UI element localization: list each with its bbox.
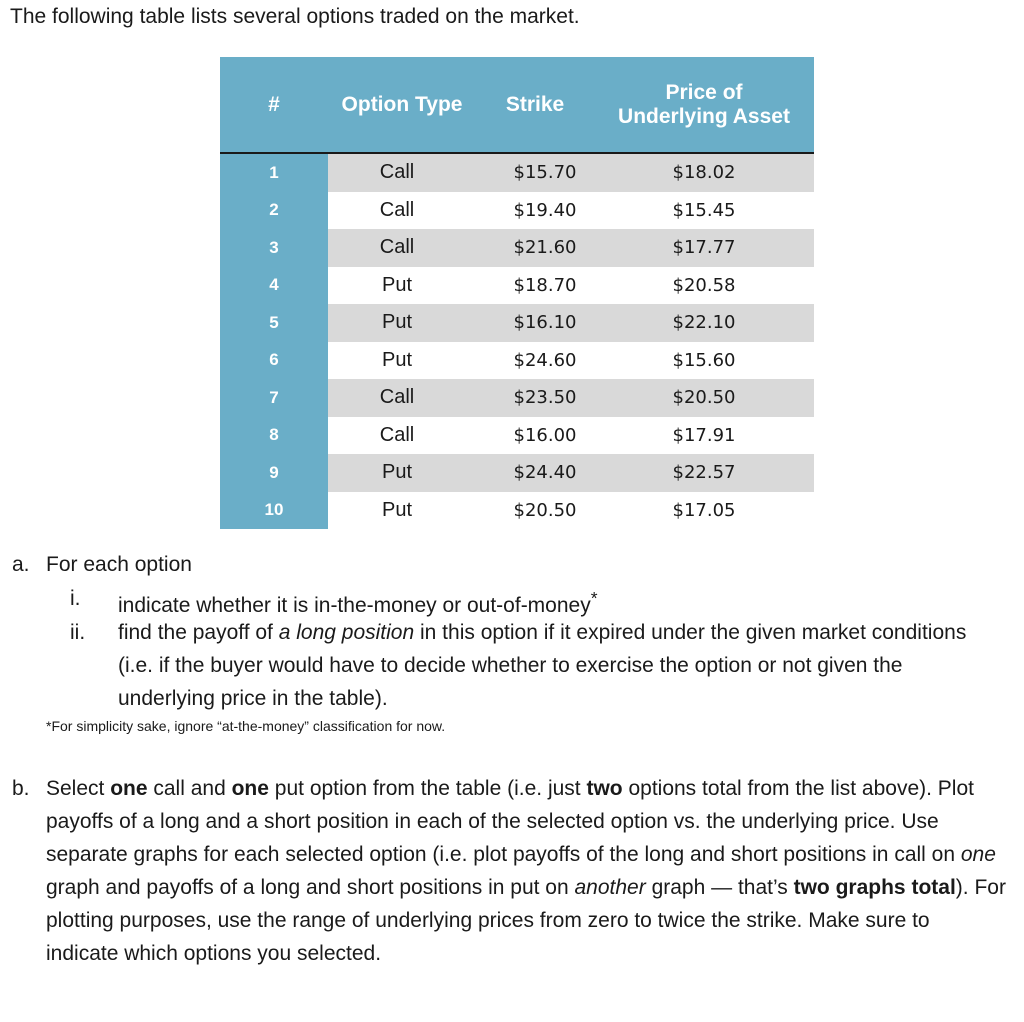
sub-item-ii-text <box>118 616 998 715</box>
header-number: # <box>220 57 328 153</box>
row-underlying-price: $20.58 <box>672 274 736 296</box>
row-underlying-price: $17.05 <box>672 499 736 521</box>
row-number: 2 <box>220 192 328 230</box>
intro-text: The following table lists several options traded on the market. <box>10 5 580 28</box>
row-option-type: Put <box>381 273 413 296</box>
row-number: 1 <box>220 153 328 192</box>
row-option-type: Call <box>328 229 476 267</box>
row-option-type: Call <box>328 153 476 192</box>
row-underlying-price: $22.57 <box>594 454 814 492</box>
row-option-type: Call <box>379 423 415 446</box>
question-b-text <box>46 772 1006 970</box>
row-number: 9 <box>220 454 328 492</box>
row-strike: $20.50 <box>513 499 577 521</box>
qb-bold: two graphs total <box>793 876 956 899</box>
table-row <box>220 304 814 342</box>
qb-part: Select <box>46 777 111 800</box>
table-row <box>220 267 814 305</box>
qb-part: call and <box>147 777 232 800</box>
table-header-row <box>220 57 814 153</box>
table-row <box>220 192 814 230</box>
row-number: 8 <box>220 417 328 455</box>
row-option-type: Put <box>328 454 476 492</box>
row-underlying-price: $22.10 <box>594 304 814 342</box>
row-strike: $16.10 <box>476 304 594 342</box>
table-row <box>220 153 814 192</box>
row-option-type: Put <box>328 304 476 342</box>
row-number: 5 <box>220 304 328 342</box>
row-strike: $18.70 <box>513 274 577 296</box>
question-a-text: For each option <box>46 553 192 576</box>
options-table <box>220 57 814 529</box>
row-strike: $15.70 <box>476 153 594 192</box>
row-number: 7 <box>220 379 328 417</box>
header-price-line2: Underlying Asset <box>618 104 790 128</box>
row-underlying-price: $15.60 <box>672 349 736 371</box>
qb-part: options total from the list above). Plot payoffs of a long and a short position in each of the selected option vs. the underlying price. Use separate graphs for each selected option (i.e. plot payoffs of the long and short positions in call on <box>46 777 974 866</box>
row-option-type: Call <box>328 379 476 417</box>
qb-italic: another <box>574 876 646 899</box>
table-row <box>220 342 814 380</box>
row-underlying-price: $18.02 <box>594 153 814 192</box>
row-underlying-price: $17.91 <box>672 424 736 446</box>
sub-item-ii-number: ii. <box>70 621 86 644</box>
qb-bold: one <box>110 777 148 800</box>
row-strike: $16.00 <box>513 424 577 446</box>
row-underlying-price: $15.45 <box>672 199 736 221</box>
qb-italic: one <box>960 843 996 866</box>
row-strike: $23.50 <box>476 379 594 417</box>
table-body <box>220 153 814 529</box>
sub-item-i-number: i. <box>70 587 81 610</box>
question-b-label: b. <box>12 777 30 800</box>
table-row <box>220 454 814 492</box>
sub-item-i-body: indicate whether it is in-the-money or out-of-money <box>118 594 591 617</box>
header-price-line1: Price of <box>665 80 743 104</box>
row-number: 10 <box>220 492 328 530</box>
qb-part: graph and payoffs of a long and short positions in put on <box>46 876 575 899</box>
table-row <box>220 229 814 267</box>
row-option-type: Call <box>379 198 415 221</box>
table-row <box>220 417 814 455</box>
emphasis-long-position: a long position <box>278 621 415 644</box>
qb-part: put option from the table (i.e. just <box>268 777 587 800</box>
question-a-label: a. <box>12 553 30 576</box>
header-option-type: Option Type <box>328 57 476 153</box>
row-option-type: Put <box>381 498 413 521</box>
qb-part: graph — that’s <box>645 876 794 899</box>
row-strike: $24.60 <box>513 349 577 371</box>
header-strike: Strike <box>476 57 594 153</box>
table-row <box>220 492 814 530</box>
row-number: 3 <box>220 229 328 267</box>
row-number: 6 <box>220 342 328 380</box>
row-underlying-price: $17.77 <box>594 229 814 267</box>
sub-item-ii-part1: find the payoff of <box>118 621 279 644</box>
sub-item-ii-part2: in this option if it expired under the given market conditions (i.e. if the buyer would have to decide whether to exercise the option or not given the underlying price in the table). <box>118 621 967 710</box>
row-strike: $24.40 <box>476 454 594 492</box>
row-number: 4 <box>220 267 328 305</box>
footnote-marker: * <box>590 588 598 608</box>
qb-bold: two <box>586 777 623 800</box>
row-strike: $21.60 <box>476 229 594 267</box>
header-price-of-underlying <box>594 57 814 153</box>
footnote: *For simplicity sake, ignore “at-the-money” classification for now. <box>46 718 446 734</box>
qb-bold: one <box>231 777 269 800</box>
qb-part: ). For plotting purposes, use the range of underlying prices from zero to twice the strike. Make sure to indicate which options you selected. <box>46 876 1006 965</box>
row-strike: $19.40 <box>513 199 577 221</box>
row-underlying-price: $20.50 <box>594 379 814 417</box>
row-option-type: Put <box>381 348 413 371</box>
table-row <box>220 379 814 417</box>
